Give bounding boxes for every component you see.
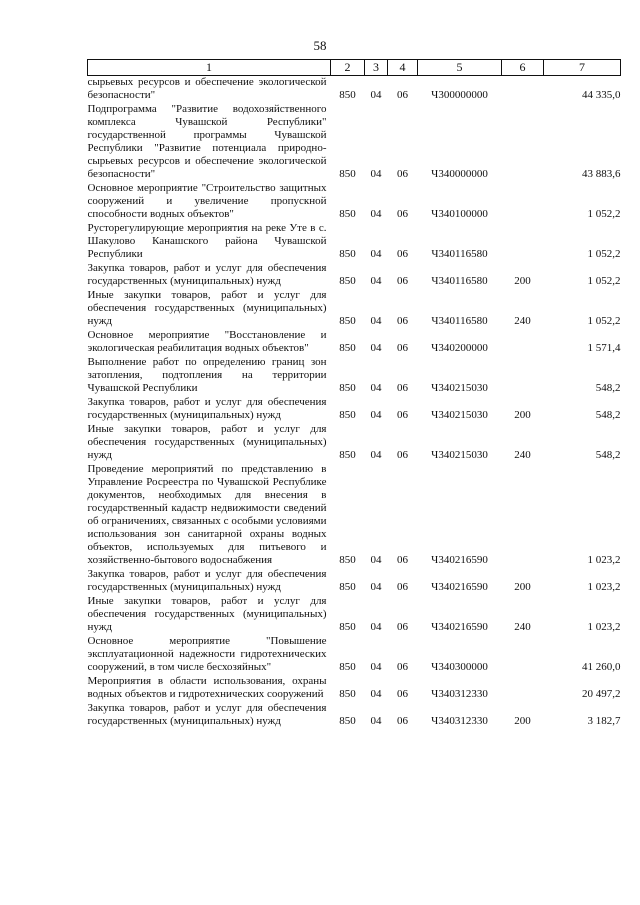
row-section-code: 04 — [370, 715, 382, 727]
row-expense-type: 240 — [514, 621, 531, 633]
row-name: Русторегулирующие мероприятия на реке Уте в с. Шакулово Канашского района Чувашской Республики — [87, 222, 327, 260]
row-ministry-code: 850 — [339, 208, 356, 220]
row-section-code: 04 — [370, 168, 382, 180]
row-expense-type: 200 — [514, 581, 531, 593]
row-ministry-code: 850 — [339, 342, 356, 354]
row-ministry-code: 850 — [339, 449, 356, 461]
row-subsection-code: 06 — [397, 554, 408, 566]
row-expense-type — [502, 356, 544, 396]
row-amount: 1 023,2 — [587, 581, 621, 593]
row-ministry-code: 850 — [339, 581, 356, 593]
table-row — [88, 222, 621, 262]
row-target-article: Ч340216590 — [431, 554, 488, 566]
row-amount: 1 052,2 — [587, 315, 621, 327]
row-amount: 548,2 — [595, 382, 621, 394]
row-expense-type — [502, 222, 544, 262]
row-subsection-code: 06 — [397, 275, 408, 287]
row-name: Основное мероприятие "Повышение эксплуатационной надежности гидротехнических сооружений, в том числе бесхозяйных" — [87, 635, 327, 673]
row-subsection-code: 06 — [397, 621, 408, 633]
row-expense-type: 200 — [514, 715, 531, 727]
row-section-code: 04 — [370, 581, 382, 593]
row-section-code: 04 — [370, 449, 382, 461]
row-ministry-code: 850 — [339, 715, 356, 727]
row-amount: 1 052,2 — [587, 248, 621, 260]
row-target-article: Ч300000000 — [431, 89, 488, 101]
row-target-article: Ч340216590 — [431, 621, 488, 633]
row-target-article: Ч340312330 — [431, 688, 488, 700]
table-row — [88, 329, 621, 356]
header-col-6: 6 — [502, 60, 544, 76]
table-row — [88, 289, 621, 329]
row-amount: 41 260,0 — [582, 661, 621, 673]
table-row — [88, 635, 621, 675]
row-ministry-code: 850 — [339, 248, 356, 260]
row-name: Подпрограмма "Развитие водохозяйственного комплекса Чувашской Республики" государственной программы Чувашской Республики "Развитие потенциала природно-сырьевых ресурсов и обеспечение экологической безопасности" — [87, 103, 327, 180]
row-subsection-code: 06 — [397, 342, 408, 354]
row-section-code: 04 — [370, 248, 382, 260]
row-section-code: 04 — [370, 409, 382, 421]
row-name: Закупка товаров, работ и услуг для обеспечения государственных (муниципальных) нужд — [87, 702, 327, 727]
row-name: Иные закупки товаров, работ и услуг для обеспечения государственных (муниципальных) нужд — [87, 289, 327, 327]
row-expense-type — [502, 675, 544, 702]
header-row — [88, 60, 621, 76]
row-ministry-code: 850 — [339, 661, 356, 673]
table-row — [88, 568, 621, 595]
row-name: Проведение мероприятий по представлению в Управление Росреестра по Чувашской Республике документов, необходимых для внесения в государственный кадастр недвижимости сведений об ограничениях, связанных с особыми условиями использования зон санитарной охраны водных объектов, используемых для питьевого и хозяйственно-бытового водоснабжения — [87, 463, 327, 566]
row-subsection-code: 06 — [397, 715, 408, 727]
row-name: Основное мероприятие "Восстановление и экологическая реабилитация водных объектов" — [87, 329, 327, 354]
row-target-article: Ч340300000 — [431, 661, 488, 673]
row-section-code: 04 — [370, 89, 382, 101]
header-col-5: 5 — [418, 60, 502, 76]
row-subsection-code: 06 — [397, 315, 408, 327]
row-ministry-code: 850 — [339, 315, 356, 327]
row-name: Закупка товаров, работ и услуг для обеспечения государственных (муниципальных) нужд — [87, 396, 327, 421]
row-amount: 548,2 — [595, 409, 621, 421]
row-subsection-code: 06 — [397, 248, 408, 260]
row-expense-type — [502, 635, 544, 675]
table-row — [88, 182, 621, 222]
row-target-article: Ч340116580 — [431, 275, 488, 287]
page-number: 58 — [313, 38, 327, 53]
row-amount: 548,2 — [595, 449, 621, 461]
header-col-1: 1 — [88, 60, 331, 76]
row-ministry-code: 850 — [339, 89, 356, 101]
row-name: сырьевых ресурсов и обеспечение экологической безопасности" — [87, 76, 327, 101]
row-subsection-code: 06 — [397, 168, 408, 180]
row-ministry-code: 850 — [339, 621, 356, 633]
row-target-article: Ч340116580 — [431, 248, 488, 260]
header-col-2: 2 — [331, 60, 365, 76]
table-row — [88, 396, 621, 423]
table-row — [88, 76, 621, 104]
row-amount: 1 023,2 — [587, 554, 621, 566]
row-section-code: 04 — [370, 554, 382, 566]
table-row — [88, 463, 621, 568]
table-row — [88, 595, 621, 635]
row-name: Иные закупки товаров, работ и услуг для обеспечения государственных (муниципальных) нужд — [87, 423, 327, 461]
row-target-article: Ч340116580 — [431, 315, 488, 327]
row-section-code: 04 — [370, 688, 382, 700]
table-row — [88, 675, 621, 702]
header-col-3: 3 — [365, 60, 388, 76]
row-subsection-code: 06 — [397, 89, 408, 101]
row-expense-type: 200 — [514, 275, 531, 287]
row-subsection-code: 06 — [397, 208, 408, 220]
row-target-article: Ч340215030 — [431, 409, 488, 421]
row-target-article: Ч340100000 — [431, 208, 488, 220]
table-row — [88, 702, 621, 729]
row-expense-type: 240 — [514, 449, 531, 461]
row-name: Закупка товаров, работ и услуг для обеспечения государственных (муниципальных) нужд — [87, 262, 327, 287]
row-expense-type — [502, 103, 544, 182]
row-target-article: Ч340216590 — [431, 581, 488, 593]
row-target-article: Ч340215030 — [431, 382, 488, 394]
row-amount: 20 497,2 — [582, 688, 621, 700]
row-ministry-code: 850 — [339, 275, 356, 287]
row-amount: 44 335,0 — [582, 89, 621, 101]
row-name: Закупка товаров, работ и услуг для обеспечения государственных (муниципальных) нужд — [87, 568, 327, 593]
row-expense-type: 240 — [514, 315, 531, 327]
row-expense-type — [502, 463, 544, 568]
row-expense-type — [502, 182, 544, 222]
row-name: Основное мероприятие "Строительство защитных сооружений и увеличение пропускной способности водных объектов" — [87, 182, 327, 220]
row-amount: 1 052,2 — [587, 275, 621, 287]
row-amount: 43 883,6 — [582, 168, 621, 180]
row-subsection-code: 06 — [397, 449, 408, 461]
row-ministry-code: 850 — [339, 382, 356, 394]
row-target-article: Ч340200000 — [431, 342, 488, 354]
row-name: Мероприятия в области использования, охраны водных объектов и гидротехнических сооружений — [87, 675, 327, 700]
row-expense-type — [502, 76, 544, 104]
row-section-code: 04 — [370, 661, 382, 673]
row-ministry-code: 850 — [339, 688, 356, 700]
row-amount: 3 182,7 — [587, 715, 621, 727]
row-target-article: Ч340312330 — [431, 715, 488, 727]
row-section-code: 04 — [370, 342, 382, 354]
row-target-article: Ч340215030 — [431, 449, 488, 461]
row-amount: 1 052,2 — [587, 208, 621, 220]
row-name: Иные закупки товаров, работ и услуг для обеспечения государственных (муниципальных) нужд — [87, 595, 327, 633]
row-expense-type: 200 — [514, 409, 531, 421]
table-row — [88, 356, 621, 396]
row-ministry-code: 850 — [339, 168, 356, 180]
row-name: Выполнение работ по определению границ зон затопления, подтопления на территории Чувашской Республики — [87, 356, 327, 394]
table-row — [88, 262, 621, 289]
row-subsection-code: 06 — [397, 382, 408, 394]
row-amount: 1 571,4 — [587, 342, 621, 354]
header-col-7: 7 — [544, 60, 621, 76]
row-section-code: 04 — [370, 382, 382, 394]
row-expense-type — [502, 329, 544, 356]
table-row — [88, 423, 621, 463]
row-section-code: 04 — [370, 208, 382, 220]
row-target-article: Ч340000000 — [431, 168, 488, 180]
row-subsection-code: 06 — [397, 581, 408, 593]
header-col-4: 4 — [388, 60, 418, 76]
budget-table — [87, 59, 621, 729]
row-subsection-code: 06 — [397, 661, 408, 673]
row-section-code: 04 — [370, 621, 382, 633]
row-subsection-code: 06 — [397, 688, 408, 700]
row-subsection-code: 06 — [397, 409, 408, 421]
row-section-code: 04 — [370, 275, 382, 287]
row-ministry-code: 850 — [339, 409, 356, 421]
row-amount: 1 023,2 — [587, 621, 621, 633]
table-row — [88, 103, 621, 182]
row-section-code: 04 — [370, 315, 382, 327]
row-ministry-code: 850 — [339, 554, 356, 566]
